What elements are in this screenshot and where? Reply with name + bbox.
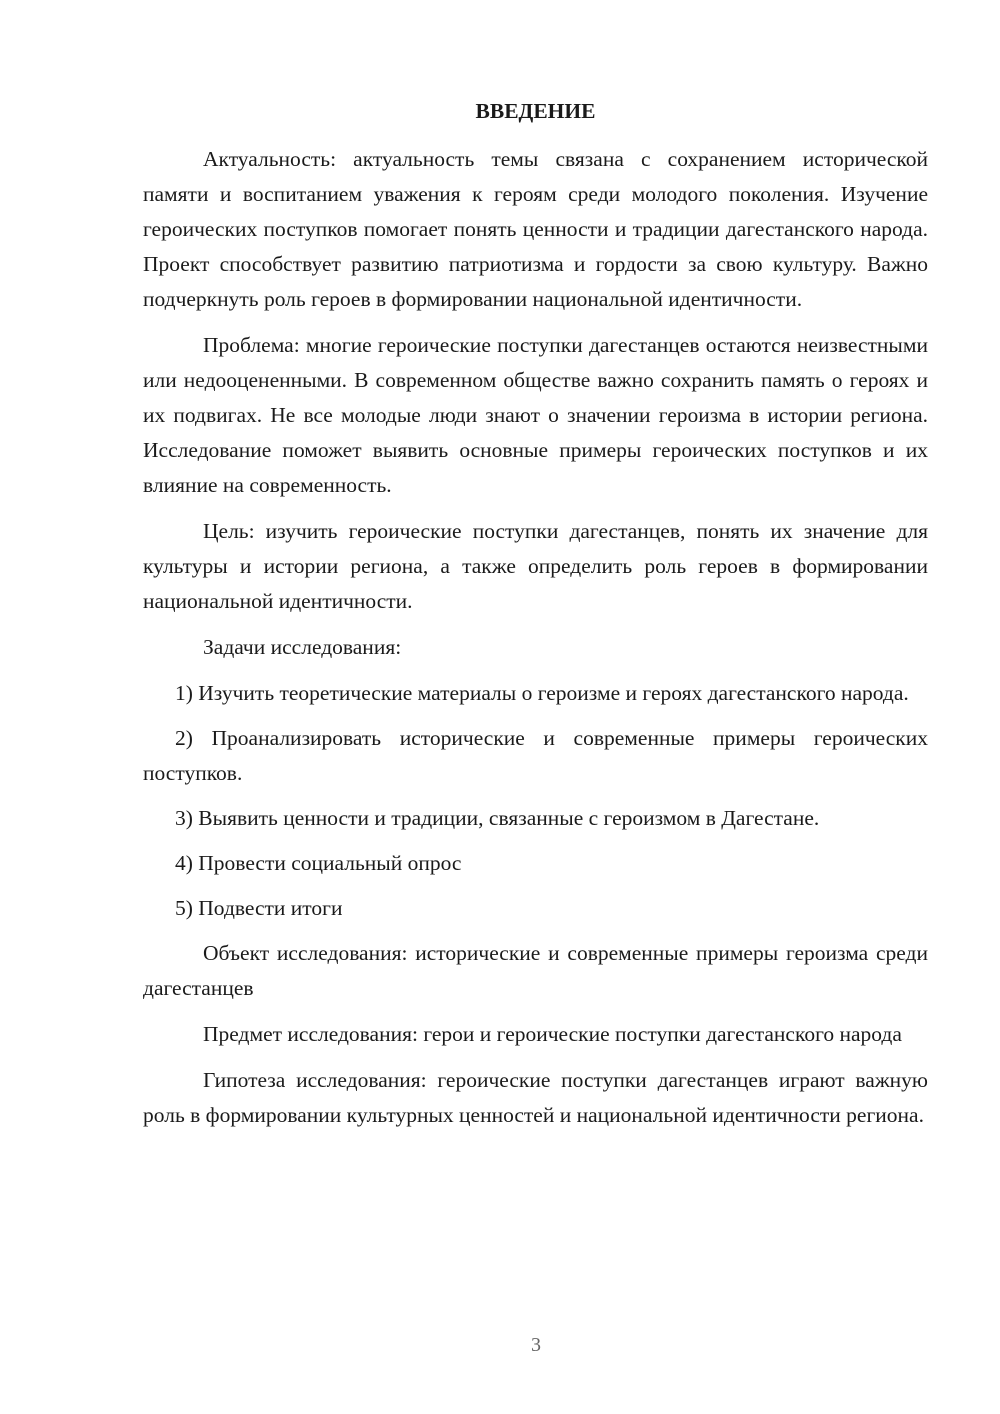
task-item-3: 3) Выявить ценности и традиции, связанные с героизмом в Дагестане. <box>175 806 820 830</box>
task-item-4: 4) Провести социальный опрос <box>175 851 462 875</box>
section-title: ВВЕДЕНИЕ <box>475 99 596 123</box>
tasks-heading: Задачи исследования: <box>203 635 402 659</box>
document-body <box>143 94 928 1144</box>
goal-paragraph: Цель: изучить героические поступки дагестанцев, понять их значение для культуры и истории региона, а также определить роль героев в формировании национальной идентичности. <box>143 519 928 613</box>
task-item-2: 2) Проанализировать исторические и современные примеры героических поступков. <box>143 726 928 785</box>
relevance-paragraph: Актуальность: актуальность темы связана с сохранением исторической памяти и воспитанием уважения к героям среди молодого поколения. Изучение героических поступков помогает понять ценности и традиции дагестанского народа. Проект способствует развитию патриотизма и гордости за свою культуру. Важно подчеркнуть роль героев в формировании национальной идентичности. <box>143 147 928 311</box>
object-paragraph: Объект исследования: исторические и современные примеры героизма среди дагестанцев <box>143 941 928 1000</box>
task-item-1: 1) Изучить теоретические материалы о героизме и героях дагестанского народа. <box>175 681 909 705</box>
subject-paragraph: Предмет исследования: герои и героические поступки дагестанского народа <box>203 1022 902 1046</box>
page-number: 3 <box>531 1334 541 1356</box>
problem-paragraph: Проблема: многие героические поступки дагестанцев остаются неизвестными или недооцененными. В современном обществе важно сохранить память о героях и их подвигах. Не все молодые люди знают о значении героизма в истории региона. Исследование поможет выявить основные примеры героических поступков и их влияние на современность. <box>143 333 928 497</box>
hypothesis-paragraph: Гипотеза исследования: героические поступки дагестанцев играют важную роль в формировании культурных ценностей и национальной идентичности региона. <box>143 1068 928 1127</box>
task-item-5: 5) Подвести итоги <box>175 896 343 920</box>
